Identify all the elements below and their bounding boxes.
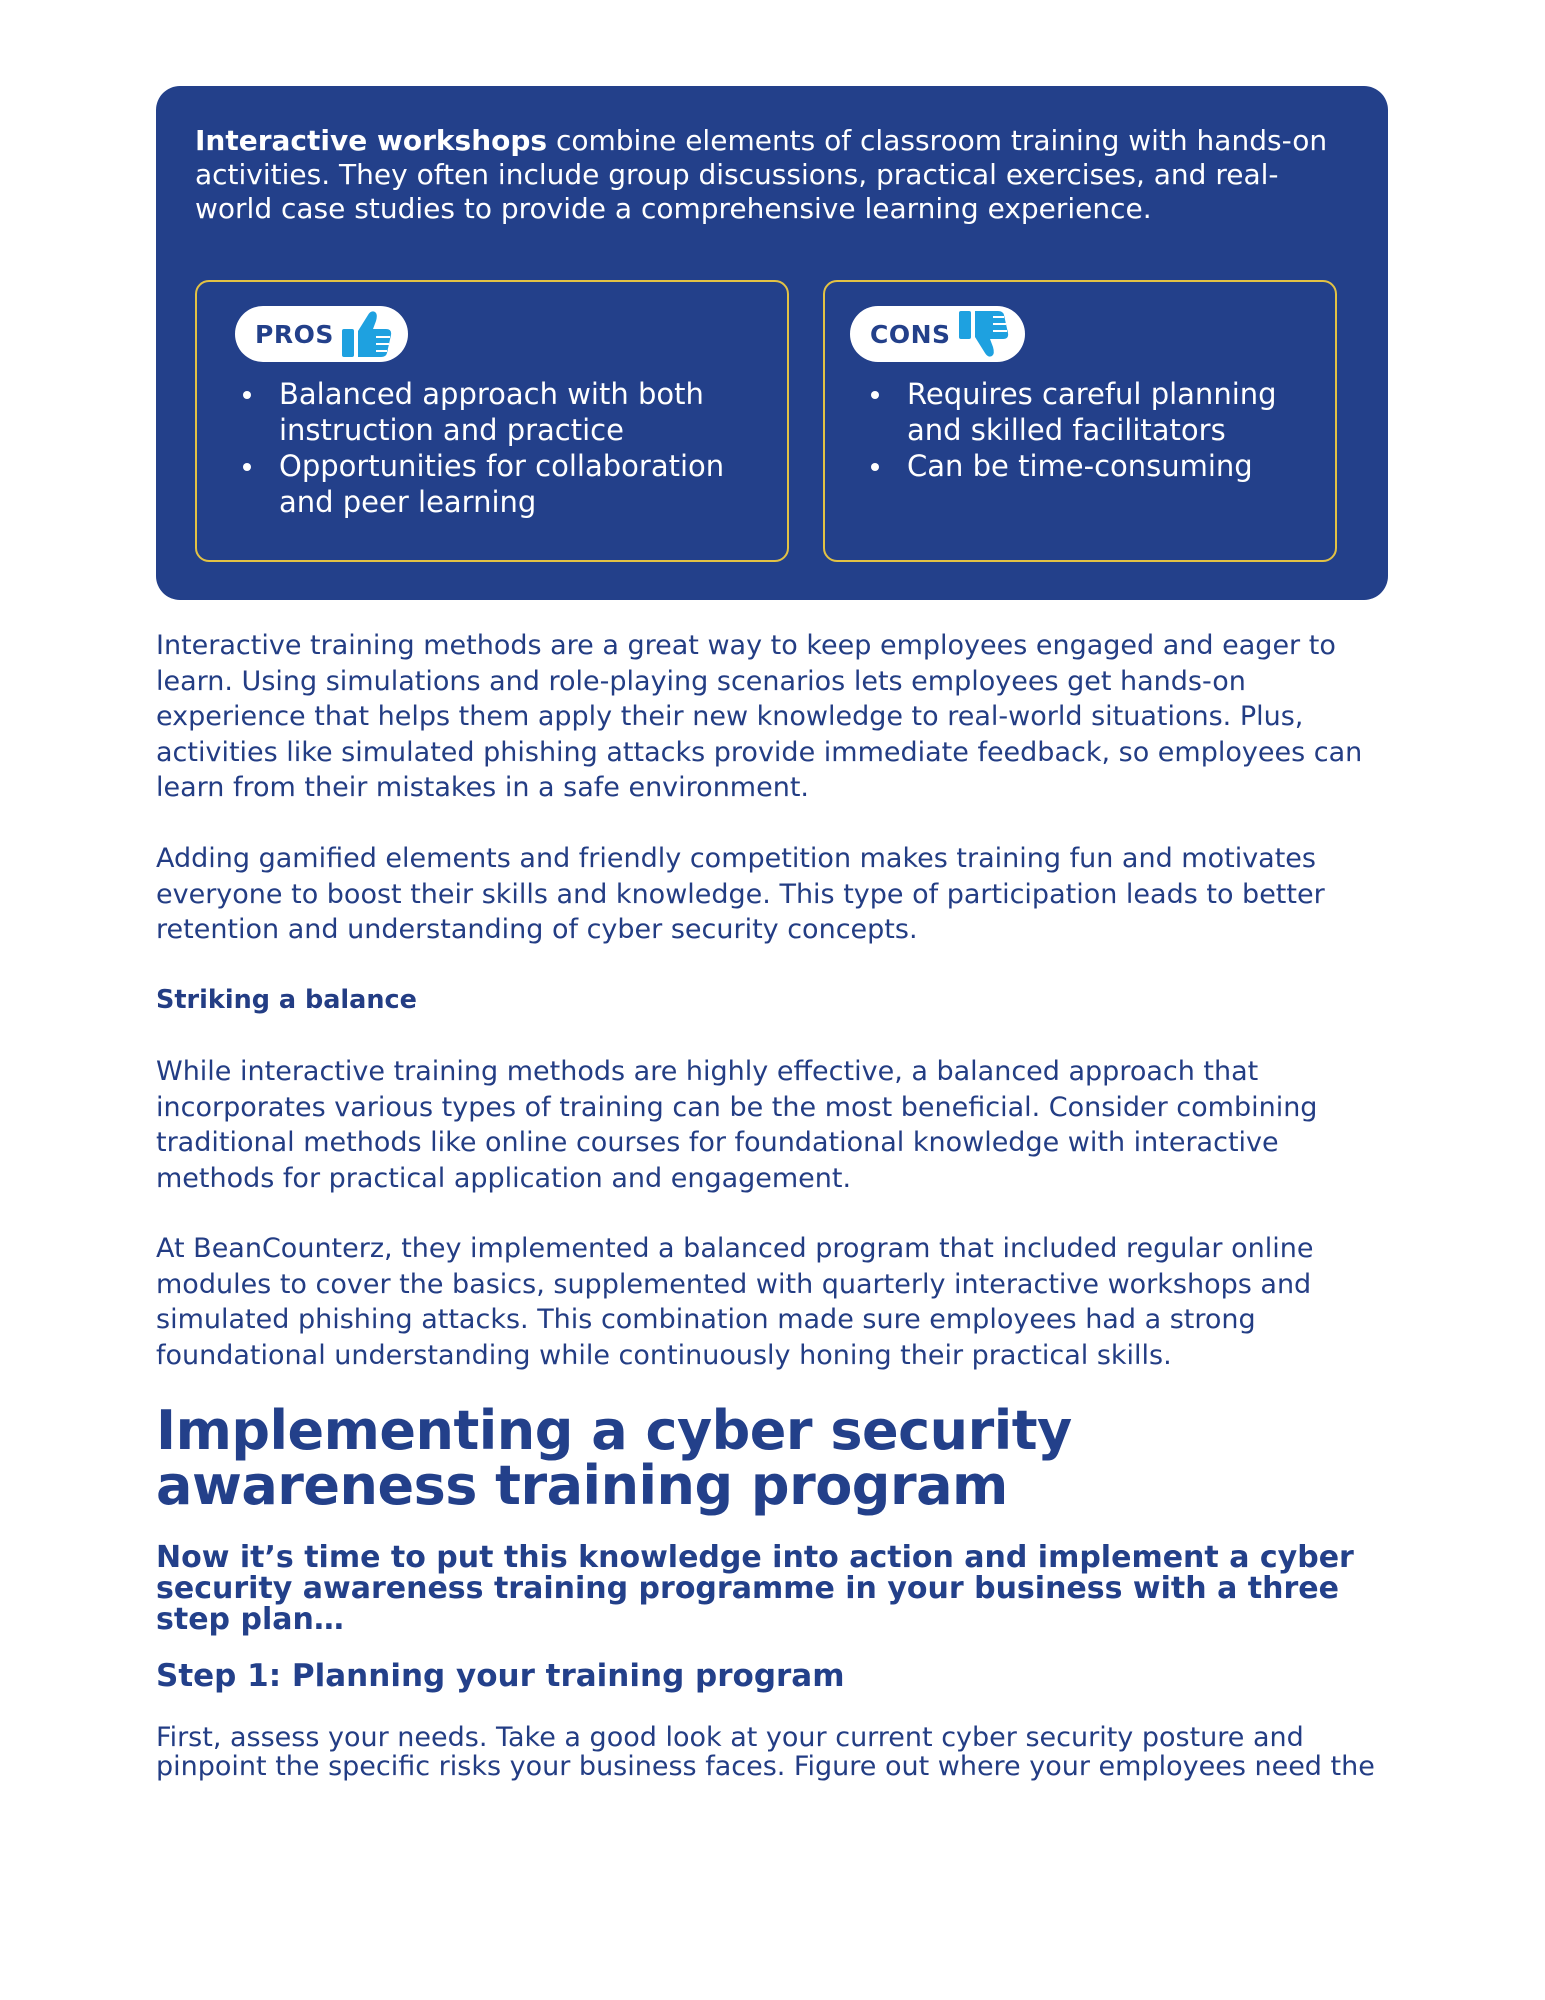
pros-item: Balanced approach with both instruction and practice [237,376,767,448]
pros-pill [235,306,408,362]
pros-item: Opportunities for collaboration and peer learning [237,448,767,520]
page-content [156,86,1388,1782]
pros-list [237,376,767,520]
cons-pill [850,306,1025,362]
thumbs-up-icon [340,309,394,359]
thumbs-down-icon [957,309,1011,359]
callout-intro-bold: Interactive workshops [195,124,548,157]
section-title: Implementing a cyber security awareness training program [156,1399,1072,1517]
interactive-workshops-callout [156,86,1388,600]
callout-intro [195,124,1335,226]
paragraph-beancounterz: At BeanCounterz, they implemented a balanced program that included regular online modules to cover the basics, supplemented with quarterly interactive workshops and simulated phishing attacks. This combination made sure employees had a strong foundational understanding while continuously honing their practical skills. [156,1233,1314,1371]
paragraph-interactive-methods: Interactive training methods are a great way to keep employees engaged and eager to learn. Using simulations and role-playing scenarios lets employees get hands-on experience that helps them apply their new knowledge to real-world situations. Plus, activities like simulated phishing attacks provide immediate feedback, so employees can learn from their mistakes in a safe environment. [156,630,1363,803]
cons-item: Can be time-consuming [865,448,1325,484]
cons-box [823,280,1337,562]
step1-paragraph: First, assess your needs. Take a good look at your current cyber security posture and pinpoint the specific risks your business faces. Figure out where your employees need the [156,1722,1375,1782]
section-lead: Now it’s time to put this knowledge into action and implement a cyber security awareness training programme in your business with a three step plan… [156,1540,1354,1637]
paragraph-balanced-approach: While interactive training methods are highly effective, a balanced approach that incorporates various types of training can be the most beneficial. Consider combining traditional methods like online courses for foundational knowledge with interactive methods for practical application and engagement. [156,1056,1318,1194]
pros-label: PROS [255,319,334,349]
step1-heading: Step 1: Planning your training program [156,1658,845,1694]
cons-item: Requires careful planning and skilled facilitators [865,376,1325,448]
striking-balance-heading: Striking a balance [156,985,417,1015]
cons-list [865,376,1325,484]
pros-box [195,280,789,562]
cons-label: CONS [870,319,951,349]
callout-intro-text: combine elements of classroom training with hands-on activities. They often include group discussions, practical exercises, and real-world case studies to provide a comprehensive learning experience. [195,124,1328,225]
paragraph-gamified: Adding gamified elements and friendly competition makes training fun and motivates everyone to boost their skills and knowledge. This type of participation leads to better retention and understanding of cyber security concepts. [156,843,1325,945]
